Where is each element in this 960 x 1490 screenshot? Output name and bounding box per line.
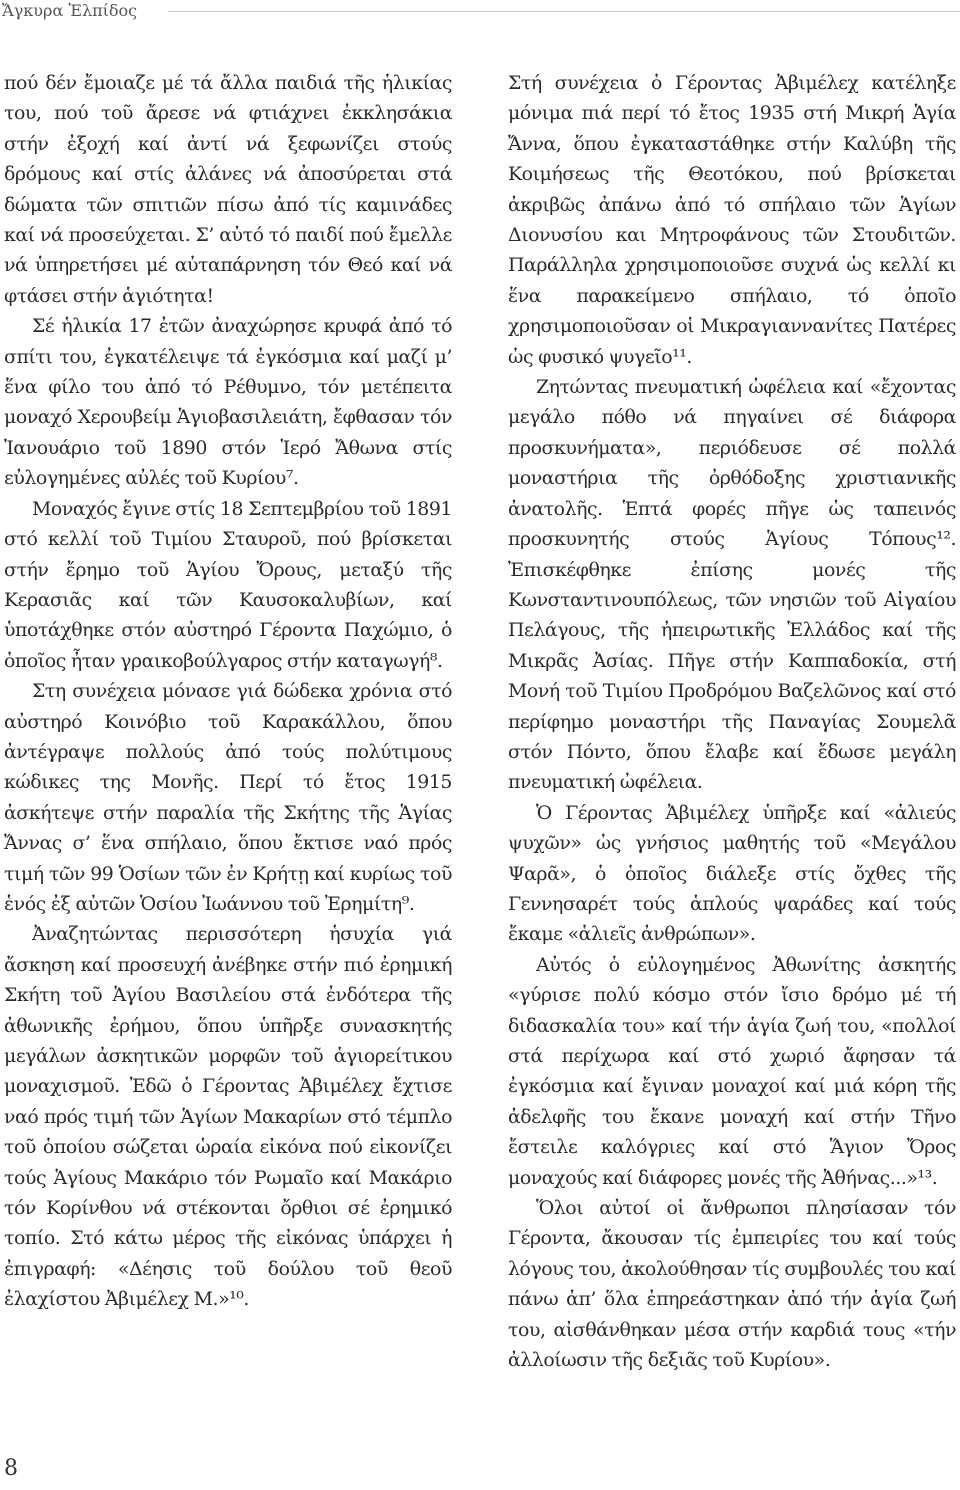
paragraph: Μοναχός ἔγινε στίς 18 Σεπτεμβρίου τοῦ 1891 στό κελλί τοῦ Τιμίου Σταυροῦ, πού βρίσκεται στήν ἔρημο τοῦ Ἁγίου Ὄρους, μεταξύ τῆς Κερασιᾶς καί τῶν Καυσοκαλυβίων, καί ὑποτάχθηκε στόν αὐστηρό Γέροντα Παχώμιο, ὁ ὁποῖος ἦταν γραικοβούλγαρος στήν καταγωγή⁸. (4, 497, 452, 672)
paragraph: Ζητώντας πνευματική ὠφέλεια καί «ἔχοντας μεγάλο πόθο νά πηγαίνει σέ διάφορα προσκυνήματα», περιόδευσε σέ πολλά μοναστήρια τῆς ὀρθόδοξης χριστιανικῆς ἀνατολῆς. Ἑπτά φορές πῆγε ὡς ταπεινός προσκυνητής στούς Ἁγίους Τόπους¹². Ἐπισκέφθηκε ἐπίσης μονές τῆς Κωνσταντινουπόλεως, τῶν νησιῶν τοῦ Αἰγαίου Πελάγους, τῆς ἠπειρωτικῆς Ἑλλάδος καί τῆς Μικρᾶς Ἀσίας. Πῆγε στήν Καππαδοκία, στή Μονή τοῦ Τιμίου Προδρόμου Βαζελῶνος καί στό περίφημο μοναστήρι τῆς Παναγίας Σουμελᾶ στόν Πόντο, ὅπου ἔλαβε καί ἔδωσε μεγάλη πνευματική ὠφέλεια. (508, 376, 956, 794)
running-header-title: Ἄγκυρα Ἐλπίδος (2, 1, 138, 20)
paragraph: Ὁ Γέροντας Ἀβιμέλεχ ὑπῆρξε καί «ἁλιεύς ψυχῶν» ὡς γνήσιος μαθητής τοῦ «Μεγάλου Ψαρᾶ», ὁ ὁποῖος διάλεξε στίς ὄχθες τῆς Γεννησαρέτ τούς ἁπλούς ψαράδες καί τούς ἔκαμε «ἁλιεῖς ἀνθρώπων». (508, 801, 956, 946)
paragraph: Στη συνέχεια μόνασε γιά δώδεκα χρόνια στό αὐστηρό Κοινόβιο τοῦ Καρακάλλου, ὅπου ἀντέγραψε πολλούς ἀπό τούς πολύτιμους κώδικες της Μονῆς. Περί τό ἔτος 1915 ἀσκήτεψε στήν παραλία τῆς Σκήτης τῆς Ἁγίας Ἄννας σ’ ἕνα σπήλαιο, ὅπου ἔκτισε ναό πρός τιμή τῶν 99 Ὁσίων τῶν ἐν Κρήτῃ καί κυρίως τοῦ ἑνός ἐξ αὐτῶν Ὁσίου Ἰωάννου τοῦ Ἐρημίτη⁹. (4, 680, 452, 915)
left-column (4, 68, 452, 1315)
paragraph: Ὅλοι αὐτοί οἱ ἄνθρωποι πλησίασαν τόν Γέροντα, ἄκουσαν τίς ἐμπειρίες του καί τούς λόγους του, ἀκολούθησαν τίς συμβουλές του καί πάνω ἀπ’ ὅλα ἐπηρεάστηκαν ἀπό τήν ἁγία ζωή του, αἰσθάνθηκαν μέσα στήν καρδιά τους «τήν ἀλλοίωσιν τῆς δεξιᾶς τοῦ Κυρίου». (508, 1197, 956, 1372)
right-column (508, 68, 956, 1375)
header-rule (168, 11, 960, 12)
page-number: 8 (4, 1456, 18, 1481)
paragraph: Σέ ἡλικία 17 ἐτῶν ἀναχώρησε κρυφά ἀπό τό σπίτι του, ἐγκατέλειψε τά ἐγκόσμια καί μαζί μ’ ἕνα φίλο του ἀπό τό Ρέθυμνο, τόν μετέπειτα μοναχό Χερουβείμ Ἁγιοβασιλειάτη, ἔφθασαν τόν Ἰανουάριο τοῦ 1890 στόν Ἱερό Ἄθωνα στίς εὐλογημένες αὐλές τοῦ Κυρίου⁷. (4, 315, 452, 490)
paragraph: Αὐτός ὁ εὐλογημένος Ἀθωνίτης ἀσκητής «γύρισε πολύ κόσμο στόν ἴσιο δρόμο μέ τή διδασκαλία του» καί τήν ἁγία ζωή του, «πολλοί στά περίχωρα καί στό χωριό ἄφησαν τά ἐγκόσμια καί ἔγιναν μοναχοί καί μιά κόρη τῆς ἀδελφῆς του ἔκανε μοναχή καί στήν Τῆνο ἔστειλε καλόγριες καί στό Ἅγιον Ὄρος μοναχούς καί διάφορες μονές τῆς Ἀθήνας...»¹³. (508, 953, 956, 1189)
paragraph: Ἀναζητώντας περισσότερη ἡσυχία γιά ἄσκηση καί προσευχή ἀνέβηκε στήν πιό ἐρημική Σκήτη τοῦ Ἁγίου Βασιλείου στά ἐνδότερα τῆς ἀθωνικῆς ἐρήμου, ὅπου ὑπῆρξε συνασκητής μεγάλων ἀσκητικῶν μορφῶν τοῦ ἁγιορείτικου μοναχισμοῦ. Ἐδῶ ὁ Γέροντας Ἀβιμέλεχ ἔχτισε ναό πρός τιμή τῶν Ἁγίων Μακαρίων στό τέμπλο τοῦ ὁποίου σώζεται ὡραία εἰκόνα πού εἰκονίζει τούς Ἁγίους Μακάριο τόν Ρωμαῖο καί Μακάριο τόν Κορίνθου νά στέκονται ὄρθιοι σέ ἐρημικό τοπίο. Στό κάτω μέρος τῆς εἰκόνας ὑπάρχει ἡ ἐπιγραφή: «Δέησις τοῦ δούλου τοῦ θεοῦ ἐλαχίστου Ἀβιμέλεχ Μ.»¹⁰. (4, 923, 452, 1311)
paragraph: Στή συνέχεια ὁ Γέροντας Ἀβιμέλεχ κατέληξε μόνιμα πιά περί τό ἔτος 1935 στή Μικρή Ἁγία Ἄννα, ὅπου ἐγκαταστάθηκε στήν Καλύβη τῆς Κοιμήσεως τῆς Θεοτόκου, πού βρίσκεται ἀκριβῶς ἀπάνω ἀπό τό σπήλαιο τῶν Ἁγίων Διονυσίου και Μητροφάνους τῶν Στουδιτῶν. Παράλληλα χρησιμοποιοῦσε συχνά ὡς κελλί κι ἕνα παρακείμενο σπήλαιο, τό ὁποῖο χρησιμοποιοῦσαν οἱ Μικραγιαννανίτες Πατέρες ὡς φυσικό ψυγεῖο¹¹. (508, 72, 956, 368)
paragraph: πού δέν ἔμοιαζε μέ τά ἄλλα παιδιά τῆς ἡλικίας του, πού τοῦ ἄρεσε νά φτιάχνει ἐκκλησάκια στήν ἐξοχή καί ἀντί νά ξεφωνίζει στούς δρόμους καί στίς ἀλάνες νά ἀποσύρεται στά δώματα τῶν σπιτιῶν πίσω ἀπό τίς καμινάδες καί νά προσεύχεται. Σ’ αὐτό τό παιδί πού ἔμελλε νά ὑπηρετήσει μέ αὐταπάρνηση τόν Θεό καί νά φτάσει στήν ἁγιότητα! (4, 72, 452, 307)
